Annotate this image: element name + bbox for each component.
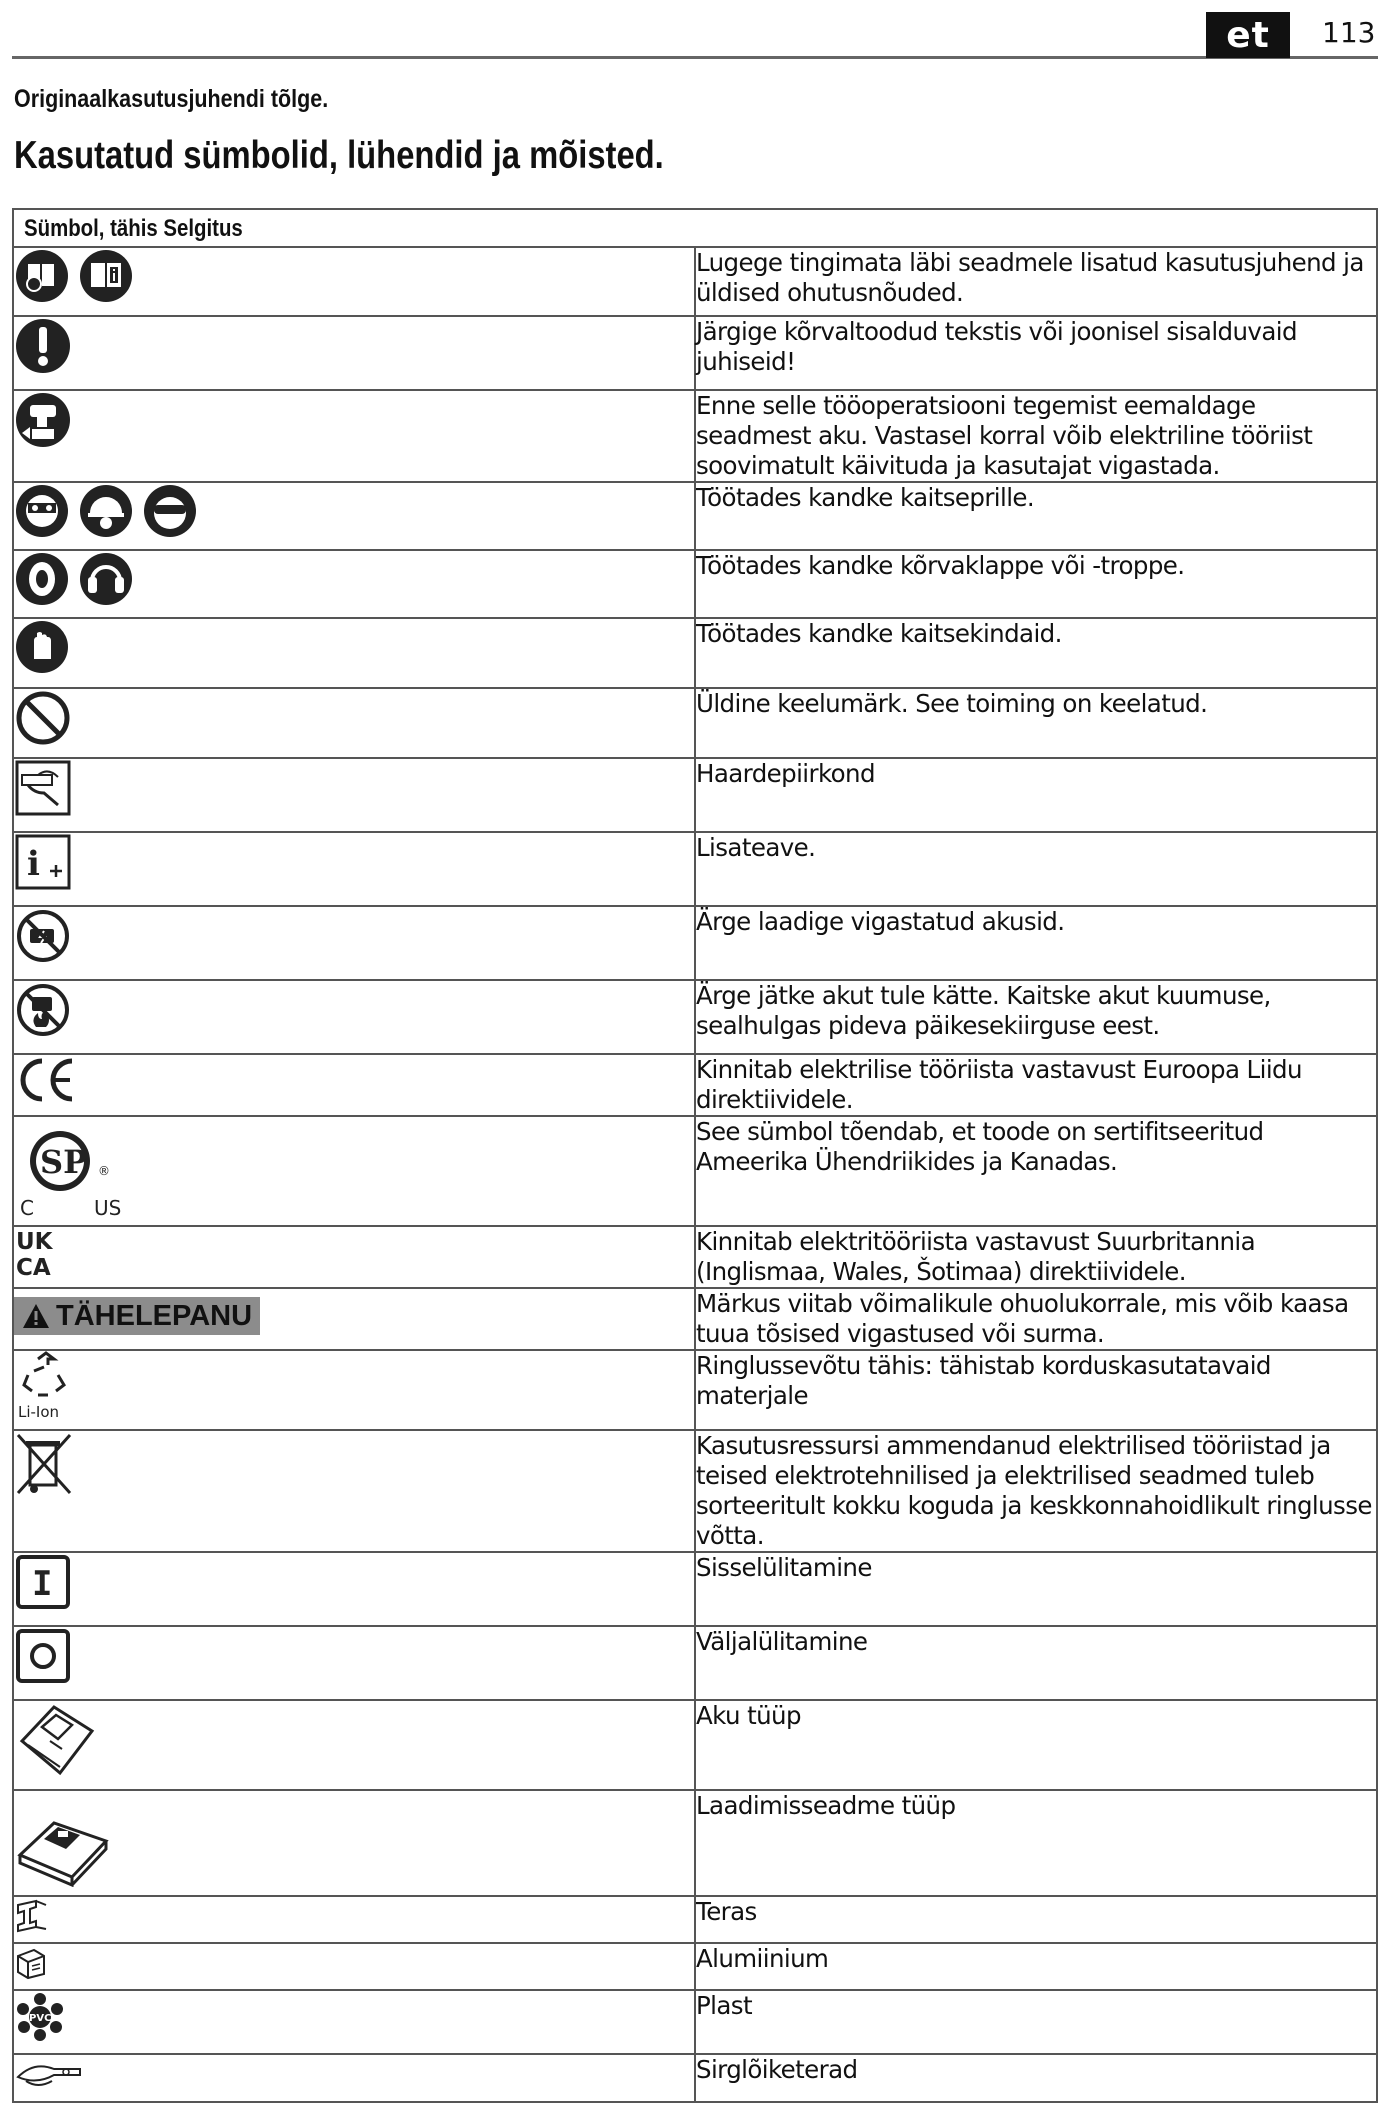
warning-triangle-icon [22,1303,50,1329]
description-cell: Kinnitab elektrilise tööriista vastavust Euroopa Liidu direktiividele. [695,1054,1377,1116]
description-cell: Alumiinium [695,1943,1377,1990]
symbol-cell [13,247,695,316]
exclamation-icon [14,317,72,375]
svg-text:I: I [32,1564,53,1604]
table-row [13,550,1377,618]
table-header-row [13,209,1377,247]
table-row [13,1626,1377,1700]
table-row [13,247,1377,316]
crossed-bin-icon [14,1431,76,1497]
table-row [13,1990,1377,2054]
face-shield-icon [14,483,70,539]
svg-text:®: ® [98,1164,110,1178]
battery-pack-icon [14,1701,98,1781]
description-cell: Aku tüüp [695,1700,1377,1790]
table-header-text: Sümbol, tähis Selgitus [24,215,243,242]
symbol-cell [13,618,695,688]
description-cell: Kinnitab elektritööriista vastavust Suurbritannia (Inglismaa, Wales, Šotimaa) direktiividele. [695,1226,1377,1288]
symbol-cell [13,1790,695,1896]
table-row [13,1350,1377,1430]
description-cell: Väljalülitamine [695,1626,1377,1700]
no-charge-damaged-battery-icon [14,907,72,965]
ce-mark-icon [14,1055,80,1105]
page-title: Kasutatud sümbolid, lühendid ja mõisted. [14,134,664,177]
info-book-icon [78,248,134,304]
gloves-icon [14,619,70,675]
table-row [13,1896,1377,1943]
symbol-cell [13,316,695,390]
table-row [13,688,1377,758]
table-row [13,906,1377,980]
svg-text:UK: UK [16,1229,53,1255]
description-cell: Sirglõiketerad [695,2054,1377,2102]
recycling-li-ion-icon [14,1351,78,1423]
language-badge: et [1206,12,1290,58]
description-cell: Töötades kandke kaitsekindaid. [695,618,1377,688]
description-cell: Teras [695,1896,1377,1943]
description-cell: Üldine keelumärk. See toiming on keelatud. [695,688,1377,758]
table-header [13,209,1377,247]
switch-off-icon [14,1627,72,1685]
earmuffs-icon [78,551,134,607]
table-row [13,1790,1377,1896]
prohibition-icon [14,689,72,747]
symbols-table [12,208,1378,2103]
table-row [13,1943,1377,1990]
table-row [13,1288,1377,1350]
table-row [13,1430,1377,1552]
table-row [13,1116,1377,1226]
svg-text:i: i [27,844,40,884]
description-cell: See sümbol tõendab, et toode on sertifitseeritud Ameerika Ühendriikides ja Kanadas. [695,1116,1377,1226]
svg-text:CA: CA [16,1255,51,1279]
grip-area-icon [14,759,72,817]
description-cell: Kasutusressursi ammendanud elektrilised tööriistad ja teised elektrotehnilised ja elektrilised seadmed tuleb sorteeritult kokku koguda ja keskkonnahoidlikult ringlusse võtta. [695,1430,1377,1552]
symbol-cell [13,2054,695,2102]
symbol-cell [13,1626,695,1700]
table-row [13,482,1377,550]
description-cell: Ringlussevõtu tähis: tähistab korduskasutatavaid materjale [695,1350,1377,1430]
table-row [13,618,1377,688]
no-fire-battery-icon [14,981,72,1039]
symbol-cell [13,758,695,832]
description-cell: Ärge laadige vigastatud akusid. [695,906,1377,980]
header-rule [12,56,1378,59]
description-cell: Plast [695,1990,1377,2054]
table-row [13,758,1377,832]
description-cell: Sisselülitamine [695,1552,1377,1626]
svg-text:CE: CE [14,1055,16,1056]
aluminium-icon [14,1944,50,1980]
symbol-cell [13,688,695,758]
symbol-cell [13,1226,695,1288]
safety-glasses-icon [142,483,198,539]
description-cell: Laadimisseadme tüüp [695,1790,1377,1896]
description-cell: Lugege tingimata läbi seadmele lisatud kasutusjuhend ja üldised ohutusnõuded. [695,247,1377,316]
switch-on-icon [14,1553,72,1611]
table-row [13,1054,1377,1116]
symbol-cell [13,980,695,1054]
symbol-cell [13,550,695,618]
table-row [13,1552,1377,1626]
svg-text:US: US [94,1196,122,1220]
earplugs-icon [14,551,70,607]
symbol-cell [13,832,695,906]
symbol-cell [13,1350,695,1430]
description-cell: Enne selle tööoperatsiooni tegemist eemaldage seadmest aku. Vastasel korral võib elektriline tööriist soovimatult käivituda ja kasutajat vigastada. [695,390,1377,482]
description-cell: Haardepiirkond [695,758,1377,832]
symbol-cell [13,1943,695,1990]
helmet-icon [78,483,134,539]
symbol-cell [13,1552,695,1626]
svg-text:C: C [20,1196,34,1220]
symbol-cell [13,906,695,980]
document-subtitle: Originaalkasutusjuhendi tõlge. [14,85,329,113]
description-cell: Ärge jätke akut tule kätte. Kaitske akut kuumuse, sealhulgas pideva päikesekiirguse eest. [695,980,1377,1054]
table-row [13,2054,1377,2102]
symbol-cell [13,1430,695,1552]
svg-text:Li-Ion: Li-Ion [18,1403,60,1421]
svg-text:PVC: PVC [29,2013,52,2024]
charger-icon [14,1791,114,1887]
page-number: 113 [1322,16,1376,49]
shear-blade-icon [14,2055,86,2091]
table-row [13,1226,1377,1288]
read-manual-icon [14,248,70,304]
table-row [13,316,1377,390]
symbol-cell [13,482,695,550]
warning-badge [14,1297,260,1335]
symbol-cell [13,1896,695,1943]
table-row [13,390,1377,482]
svg-text:SP: SP [40,1143,88,1181]
description-cell: Töötades kandke kõrvaklappe või -troppe. [695,550,1377,618]
symbol-cell [13,390,695,482]
csa-mark-icon [14,1117,134,1221]
pvc-icon [14,1991,66,2043]
ukca-mark-icon [14,1227,64,1279]
table-row [13,832,1377,906]
table-row [13,1700,1377,1790]
info-plus-icon [14,833,72,891]
symbol-cell [13,1700,695,1790]
remove-battery-icon [14,391,72,449]
description-cell: Töötades kandke kaitseprille. [695,482,1377,550]
description-cell: Lisateave. [695,832,1377,906]
table-row [13,980,1377,1054]
symbol-cell [13,1116,695,1226]
description-cell: Järgige kõrvaltoodud tekstis või joonisel sisalduvaid juhiseid! [695,316,1377,390]
symbol-cell [13,1054,695,1116]
warning-badge-label: TÄHELEPANU [56,1299,253,1332]
symbol-cell [13,1288,695,1350]
description-cell: Märkus viitab võimalikule ohuolukorrale, mis võib kaasa tuua tõsised vigastused või surma. [695,1288,1377,1350]
steel-icon [14,1897,50,1933]
symbol-cell [13,1990,695,2054]
